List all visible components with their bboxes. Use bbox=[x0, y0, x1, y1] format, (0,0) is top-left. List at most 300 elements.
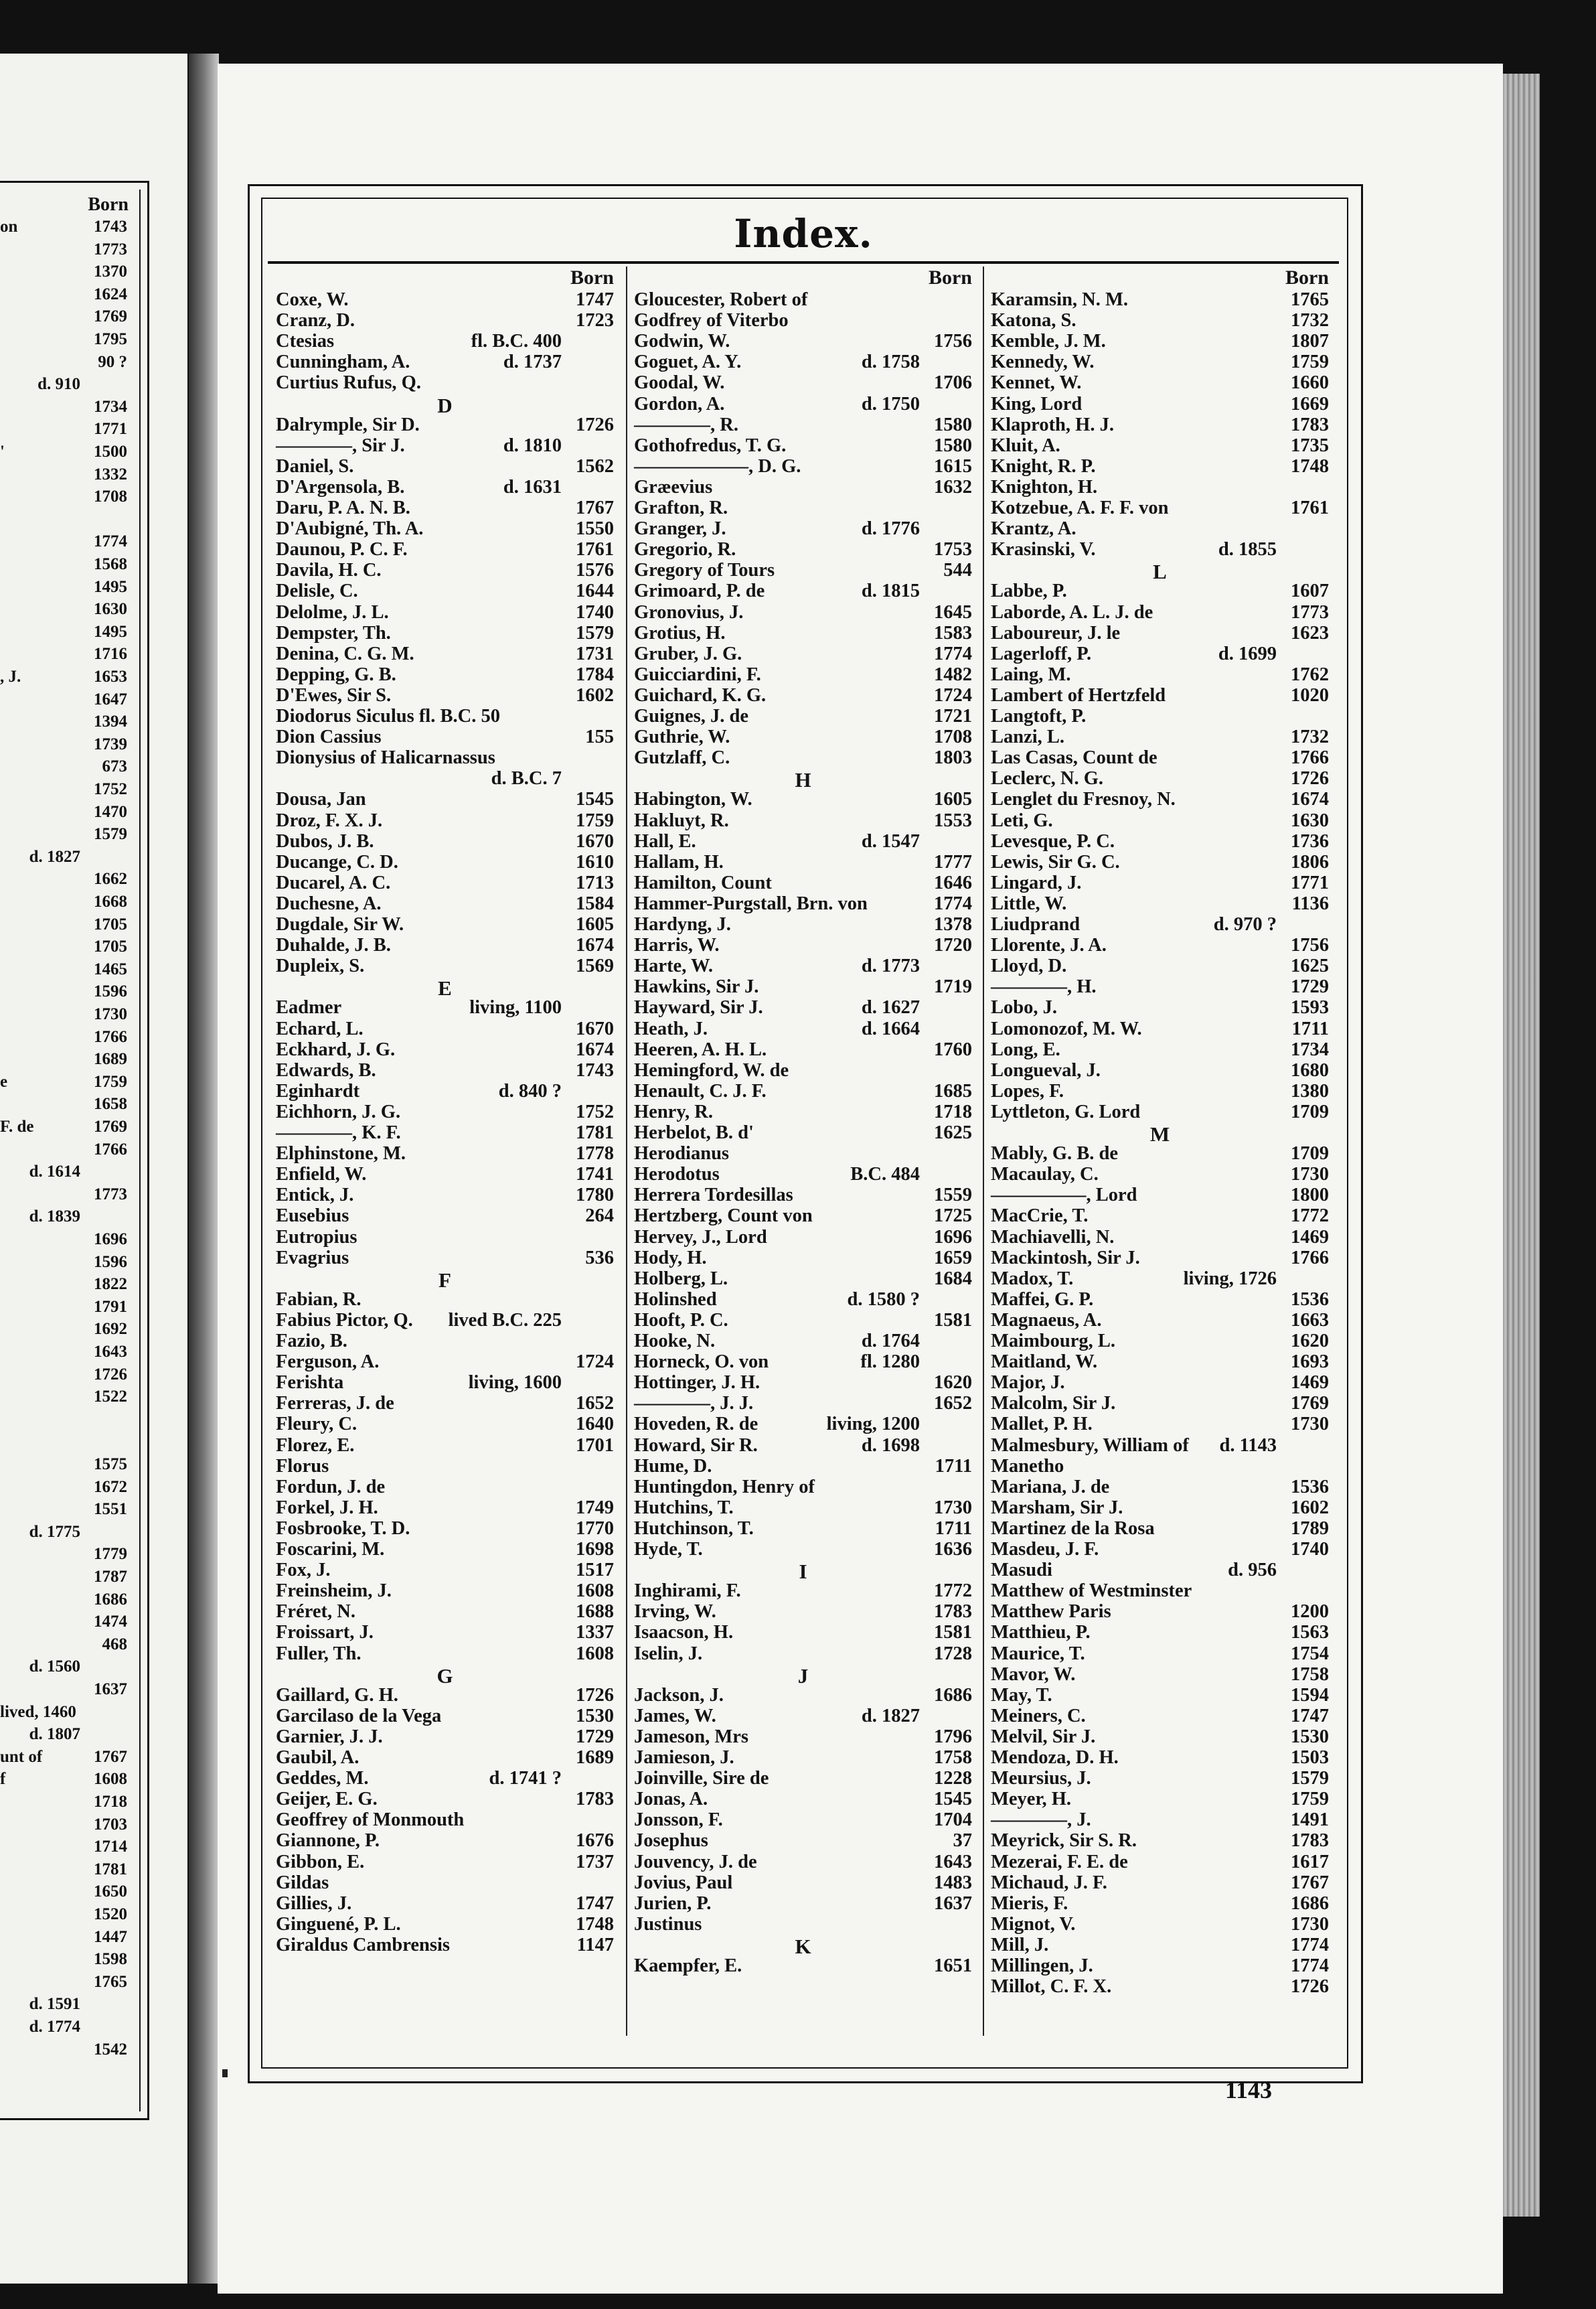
facing-entry-name: ' bbox=[0, 443, 5, 461]
entry-name: Masdeu, J. F. bbox=[991, 1539, 1099, 1560]
index-entry bbox=[276, 1768, 614, 1789]
entry-name: Gaubil, A. bbox=[276, 1747, 360, 1768]
entry-name: Delolme, J. L. bbox=[276, 601, 389, 623]
entry-year: 1651 bbox=[934, 1955, 972, 1976]
entry-note: d. 1741 ? bbox=[489, 1768, 562, 1789]
entry-name: Inghirami, F. bbox=[634, 1580, 741, 1602]
facing-entry bbox=[0, 1432, 127, 1453]
entry-year: 1020 bbox=[1291, 684, 1329, 706]
index-entry bbox=[991, 539, 1329, 560]
index-entry bbox=[634, 1955, 972, 1976]
index-entry bbox=[991, 852, 1329, 873]
entry-year: 1632 bbox=[934, 476, 972, 498]
entry-name: Karamsin, N. M. bbox=[991, 289, 1129, 310]
entry-year: 1774 bbox=[934, 893, 972, 914]
index-entry bbox=[276, 1580, 614, 1601]
entry-note: d. 1750 bbox=[861, 393, 920, 415]
index-entry bbox=[634, 1060, 972, 1081]
index-entry bbox=[634, 831, 972, 852]
entry-name: Forkel, J. H. bbox=[276, 1497, 378, 1518]
index-entry bbox=[991, 1372, 1329, 1393]
facing-entry-name: lived, 1460 bbox=[0, 1702, 76, 1721]
entry-year: 1783 bbox=[1291, 414, 1329, 435]
entry-note: d. 840 ? bbox=[498, 1080, 562, 1102]
entry-year: 1766 bbox=[1291, 1247, 1329, 1268]
entry-year: 1693 bbox=[1291, 1351, 1329, 1373]
entry-name: Granger, J. bbox=[634, 518, 726, 540]
entry-year: 1652 bbox=[576, 1393, 614, 1414]
index-entry bbox=[276, 435, 614, 456]
entry-name: ————, Sir J. bbox=[276, 435, 405, 456]
index-entry bbox=[634, 1414, 972, 1434]
entry-name: Millingen, J. bbox=[991, 1955, 1093, 1976]
entry-year: 1749 bbox=[576, 1497, 614, 1518]
index-entry bbox=[991, 1289, 1329, 1310]
facing-entry-year: 1658 bbox=[94, 1095, 127, 1114]
facing-entry-note: d. 1775 bbox=[29, 1522, 80, 1541]
entry-name: Hume, D. bbox=[634, 1455, 712, 1477]
index-entry bbox=[276, 1914, 614, 1935]
index-entry bbox=[634, 310, 972, 331]
facing-entry bbox=[0, 960, 127, 980]
entry-name: Jovius, Paul bbox=[634, 1872, 733, 1893]
entry-name: Meyer, H. bbox=[991, 1789, 1072, 1810]
index-entry bbox=[276, 1414, 614, 1434]
entry-year: 1731 bbox=[576, 643, 614, 664]
facing-entry bbox=[0, 353, 127, 373]
entry-year: 1676 bbox=[576, 1830, 614, 1852]
facing-entry-year: 1686 bbox=[94, 1590, 127, 1609]
entry-name: D'Argensola, B. bbox=[276, 476, 405, 498]
entry-name: Duhalde, J. B. bbox=[276, 935, 391, 956]
entry-year: 1769 bbox=[1291, 1393, 1329, 1414]
entry-name: Langtoft, P. bbox=[991, 706, 1087, 727]
entry-name: Malmesbury, William of bbox=[991, 1434, 1189, 1456]
entry-name: Masudi bbox=[991, 1560, 1052, 1581]
entry-year: 1602 bbox=[1291, 1497, 1329, 1518]
index-entry bbox=[991, 1664, 1329, 1685]
index-entry bbox=[634, 415, 972, 435]
entry-year: 1729 bbox=[1291, 976, 1329, 998]
index-entry bbox=[634, 644, 972, 664]
index-entry bbox=[634, 1372, 972, 1393]
entry-note: d. 1827 bbox=[861, 1705, 920, 1726]
entry-name: Eckhard, J. G. bbox=[276, 1039, 396, 1060]
facing-entry bbox=[0, 1365, 127, 1386]
entry-note: d. 956 bbox=[1228, 1560, 1277, 1581]
facing-entry bbox=[0, 240, 127, 260]
entry-name: Kemble, J. M. bbox=[991, 331, 1106, 352]
entry-year: 1741 bbox=[576, 1164, 614, 1185]
page-title: Index. bbox=[734, 211, 873, 256]
entry-name: Fox, J. bbox=[276, 1560, 331, 1581]
facing-entry-year: 1779 bbox=[94, 1545, 127, 1564]
entry-name: Krantz, A. bbox=[991, 518, 1076, 540]
index-entry bbox=[991, 581, 1329, 601]
entry-name: Geoffrey of Monmouth bbox=[276, 1809, 465, 1831]
entry-note: living, 1200 bbox=[826, 1414, 920, 1435]
section-letter-label: G bbox=[436, 1663, 453, 1688]
entry-name: Mieris, F. bbox=[991, 1892, 1068, 1914]
facing-entry-year: 90 ? bbox=[98, 352, 127, 371]
index-entry bbox=[634, 1122, 972, 1143]
index-entry bbox=[634, 456, 972, 477]
entry-year: 1807 bbox=[1291, 331, 1329, 352]
entry-name: Marsham, Sir J. bbox=[991, 1497, 1123, 1518]
index-entry bbox=[634, 810, 972, 831]
facing-entry bbox=[0, 1005, 127, 1025]
index-entry bbox=[991, 1164, 1329, 1185]
entry-name: Curtius Rufus, Q. bbox=[276, 372, 421, 394]
entry-name: Manetho bbox=[991, 1455, 1064, 1477]
entry-name: Krasinski, V. bbox=[991, 539, 1096, 561]
entry-name: Kaempfer, E. bbox=[634, 1955, 742, 1976]
facing-entry-year: 1692 bbox=[94, 1320, 127, 1339]
index-entry bbox=[276, 1497, 614, 1518]
entry-name: Holberg, L. bbox=[634, 1268, 728, 1289]
entry-name: Jonas, A. bbox=[634, 1789, 708, 1810]
index-entry bbox=[634, 1789, 972, 1809]
index-entry bbox=[634, 1185, 972, 1205]
facing-entry bbox=[0, 1410, 127, 1430]
facing-entry bbox=[0, 1995, 127, 2015]
index-entry bbox=[276, 1248, 614, 1268]
facing-entry-year: 1773 bbox=[94, 1185, 127, 1203]
entry-name: Dion Cassius bbox=[276, 727, 382, 748]
entry-year: 1663 bbox=[1291, 1309, 1329, 1331]
entry-name: Hody, H. bbox=[634, 1247, 707, 1268]
facing-entry-year: 1579 bbox=[94, 825, 127, 844]
entry-note: d. 1855 bbox=[1218, 539, 1277, 561]
facing-entry-year: 1716 bbox=[94, 645, 127, 664]
index-entry bbox=[991, 997, 1329, 1018]
entry-name: Fosbrooke, T. D. bbox=[276, 1517, 410, 1539]
entry-year: 1581 bbox=[934, 1622, 972, 1643]
index-entry bbox=[991, 1019, 1329, 1039]
entry-year: 1200 bbox=[1291, 1601, 1329, 1623]
entry-name: Geddes, M. bbox=[276, 1768, 369, 1789]
facing-entry bbox=[0, 1230, 127, 1250]
entry-year: 1724 bbox=[576, 1351, 614, 1373]
entry-note: d. 1815 bbox=[861, 581, 920, 602]
entry-name: MacCrie, T. bbox=[991, 1205, 1089, 1227]
index-entry bbox=[634, 1019, 972, 1039]
index-entry bbox=[634, 997, 972, 1018]
facing-entry bbox=[0, 1095, 127, 1115]
entry-name: Dupleix, S. bbox=[276, 956, 365, 977]
facing-entry-year: 1522 bbox=[94, 1388, 127, 1406]
entry-year: 1771 bbox=[1291, 872, 1329, 893]
entry-year: 1796 bbox=[934, 1726, 972, 1747]
index-entry bbox=[991, 1935, 1329, 1955]
entry-name: Froissart, J. bbox=[276, 1622, 374, 1643]
facing-entry bbox=[0, 870, 127, 890]
entry-name: ————, J. bbox=[991, 1809, 1091, 1831]
entry-name: Goguet, A. Y. bbox=[634, 352, 742, 373]
entry-year: 1670 bbox=[576, 1018, 614, 1039]
facing-entry-year: 1551 bbox=[94, 1500, 127, 1519]
facing-entry-note: d. 1614 bbox=[29, 1163, 80, 1181]
index-entry bbox=[634, 539, 972, 560]
index-entry bbox=[991, 1580, 1329, 1601]
entry-name: Henry, R. bbox=[634, 1101, 713, 1122]
index-entry bbox=[991, 1852, 1329, 1872]
entry-name: Ferguson, A. bbox=[276, 1351, 380, 1373]
entry-year: 1780 bbox=[576, 1185, 614, 1206]
index-entry bbox=[276, 1039, 614, 1060]
entry-year: 1754 bbox=[1291, 1643, 1329, 1664]
entry-year: 1625 bbox=[934, 1122, 972, 1143]
entry-year: 1536 bbox=[1291, 1288, 1329, 1310]
entry-year: 1778 bbox=[576, 1143, 614, 1165]
entry-note: d. 970 ? bbox=[1213, 914, 1277, 935]
facing-entry-year: 1696 bbox=[94, 1230, 127, 1248]
entry-year: 1772 bbox=[1291, 1205, 1329, 1227]
entry-name: Giannone, P. bbox=[276, 1830, 380, 1852]
entry-year: 1625 bbox=[1291, 956, 1329, 977]
entry-year: 1605 bbox=[576, 914, 614, 935]
entry-name: Daunou, P. C. F. bbox=[276, 539, 408, 561]
entry-year: 264 bbox=[585, 1205, 614, 1227]
index-entry bbox=[634, 956, 972, 976]
index-entry bbox=[991, 1143, 1329, 1164]
entry-year: 1759 bbox=[1291, 1789, 1329, 1810]
index-entry bbox=[634, 1830, 972, 1851]
index-entry bbox=[991, 331, 1329, 352]
entry-year: 1767 bbox=[576, 498, 614, 518]
facing-entry-year: 1495 bbox=[94, 622, 127, 641]
index-entry bbox=[991, 1477, 1329, 1497]
index-entry bbox=[991, 893, 1329, 914]
entry-year: 1748 bbox=[1291, 455, 1329, 477]
index-entry bbox=[991, 1102, 1329, 1122]
entry-year: 1684 bbox=[934, 1268, 972, 1289]
entry-year: 1719 bbox=[934, 976, 972, 998]
entry-name: Gloucester, Robert of bbox=[634, 289, 808, 310]
entry-name: Henault, C. J. F. bbox=[634, 1080, 767, 1102]
entry-year: 1752 bbox=[576, 1101, 614, 1122]
facing-entry-year: 1726 bbox=[94, 1365, 127, 1384]
entry-name: Hayward, Sir J. bbox=[634, 997, 763, 1019]
index-entry bbox=[991, 976, 1329, 997]
entry-year: 1773 bbox=[1291, 601, 1329, 623]
entry-name: Eutropius bbox=[276, 1226, 357, 1248]
facing-entry-year: 1734 bbox=[94, 397, 127, 416]
index-entry bbox=[634, 789, 972, 810]
entry-year: 1781 bbox=[576, 1122, 614, 1143]
index-entry bbox=[991, 1185, 1329, 1205]
facing-entry bbox=[0, 1613, 127, 1633]
index-entry bbox=[634, 1456, 972, 1477]
facing-entry bbox=[0, 2018, 127, 2038]
entry-year: 1708 bbox=[934, 727, 972, 748]
entry-name: Laing, M. bbox=[991, 664, 1071, 685]
entry-name: Dubos, J. B. bbox=[276, 830, 374, 852]
entry-year: 1623 bbox=[1291, 622, 1329, 644]
facing-entry-name: , J. bbox=[0, 668, 21, 686]
facing-entry-year: 1596 bbox=[94, 982, 127, 1001]
facing-entry bbox=[0, 2040, 127, 2061]
entry-year: 1545 bbox=[576, 789, 614, 810]
entry-name: Delisle, C. bbox=[276, 581, 358, 602]
entry-name: Geijer, E. G. bbox=[276, 1789, 378, 1810]
index-entry bbox=[991, 1414, 1329, 1434]
facing-entry-year: 1542 bbox=[94, 2040, 127, 2059]
entry-name: Lenglet du Fresnoy, N. bbox=[991, 789, 1176, 810]
entry-year: 1620 bbox=[1291, 1331, 1329, 1351]
entry-year: 1605 bbox=[934, 789, 972, 810]
entry-name: Fordun, J. de bbox=[276, 1476, 386, 1497]
entry-name: Ducarel, A. C. bbox=[276, 872, 391, 893]
entry-name: Græevius bbox=[634, 476, 713, 498]
entry-name: Denina, C. G. M. bbox=[276, 643, 414, 664]
entry-note: d. 1773 bbox=[861, 956, 920, 977]
entry-name: Eadmer bbox=[276, 997, 342, 1019]
entry-year: 1698 bbox=[576, 1539, 614, 1560]
entry-year: 1380 bbox=[1291, 1080, 1329, 1102]
entry-year: 1737 bbox=[576, 1851, 614, 1872]
facing-entry-year: 1520 bbox=[94, 1905, 127, 1923]
facing-entry bbox=[0, 1185, 127, 1205]
entry-name: Mackintosh, Sir J. bbox=[991, 1247, 1140, 1268]
facing-entry-name: on bbox=[0, 218, 18, 236]
entry-name: Hutchins, T. bbox=[634, 1497, 734, 1518]
facing-entry-year: 1774 bbox=[94, 532, 127, 551]
entry-name: Mignot, V. bbox=[991, 1913, 1076, 1935]
index-entry bbox=[276, 914, 614, 935]
section-letter-label: F bbox=[438, 1268, 451, 1292]
index-entry bbox=[276, 1789, 614, 1809]
entry-name: Jackson, J. bbox=[634, 1684, 724, 1706]
index-entry bbox=[991, 1435, 1329, 1456]
index-entry bbox=[991, 1393, 1329, 1414]
entry-year: 1686 bbox=[1291, 1892, 1329, 1914]
entry-name: Echard, L. bbox=[276, 1018, 364, 1039]
index-entry bbox=[634, 1580, 972, 1601]
facing-entry bbox=[0, 465, 127, 486]
entry-name: Hertzberg, Count von bbox=[634, 1205, 813, 1227]
entry-name: Guichard, K. G. bbox=[634, 684, 767, 706]
facing-entry bbox=[0, 1770, 127, 1790]
index-entry bbox=[991, 727, 1329, 747]
index-entry bbox=[276, 1122, 614, 1143]
index-entry bbox=[276, 685, 614, 706]
facing-entry bbox=[0, 848, 127, 868]
index-entry bbox=[276, 1351, 614, 1372]
index-entry bbox=[276, 935, 614, 956]
facing-entry bbox=[0, 1860, 127, 1880]
index-entry bbox=[276, 1081, 614, 1102]
entry-year: 1579 bbox=[576, 622, 614, 644]
facing-entry-year: 1718 bbox=[94, 1793, 127, 1811]
entry-name: Gibbon, E. bbox=[276, 1851, 365, 1872]
entry-name: Hooke, N. bbox=[634, 1331, 716, 1351]
index-entry bbox=[991, 1456, 1329, 1477]
index-entry bbox=[634, 1331, 972, 1351]
entry-name: Fazio, B. bbox=[276, 1331, 347, 1351]
entry-year: 1674 bbox=[1291, 789, 1329, 810]
facing-entry bbox=[0, 735, 127, 755]
facing-entry bbox=[0, 780, 127, 800]
index-entry bbox=[276, 1893, 614, 1914]
index-entry bbox=[634, 747, 972, 768]
entry-year: 1620 bbox=[934, 1372, 972, 1394]
index-entry bbox=[634, 1102, 972, 1122]
entry-name: Duchesne, A. bbox=[276, 893, 382, 914]
index-entry bbox=[276, 1830, 614, 1851]
entry-name: Gruber, J. G. bbox=[634, 643, 742, 664]
index-entry bbox=[991, 1706, 1329, 1726]
entry-year: 1584 bbox=[576, 893, 614, 914]
index-entry bbox=[991, 310, 1329, 331]
entry-year: 1583 bbox=[934, 622, 972, 644]
facing-page-column bbox=[0, 54, 141, 2284]
entry-year: 1713 bbox=[576, 872, 614, 893]
entry-name: Enfield, W. bbox=[276, 1164, 367, 1185]
section-letter-label: H bbox=[795, 768, 811, 792]
entry-name: Habington, W. bbox=[634, 789, 752, 810]
index-entry bbox=[276, 498, 614, 518]
entry-year: 1610 bbox=[576, 851, 614, 873]
entry-name: Mavor, W. bbox=[991, 1663, 1076, 1685]
entry-year: 1756 bbox=[934, 331, 972, 352]
entry-year: 1762 bbox=[1291, 664, 1329, 685]
index-entry bbox=[634, 727, 972, 747]
entry-year: 1740 bbox=[1291, 1539, 1329, 1560]
entry-year: 1517 bbox=[576, 1560, 614, 1581]
facing-entry bbox=[0, 938, 127, 958]
index-entry bbox=[634, 935, 972, 956]
entry-name: Gronovius, J. bbox=[634, 601, 744, 623]
entry-name: Madox, T. bbox=[991, 1268, 1074, 1289]
entry-name: May, T. bbox=[991, 1684, 1052, 1706]
entry-name: James, W. bbox=[634, 1705, 716, 1726]
entry-name: Ferishta bbox=[276, 1372, 344, 1394]
entry-year: 1711 bbox=[935, 1455, 972, 1477]
entry-name: Dionysius of Halicarnassus bbox=[276, 747, 495, 769]
index-entry bbox=[276, 581, 614, 601]
entry-name: Godwin, W. bbox=[634, 331, 730, 352]
index-entry bbox=[634, 1248, 972, 1268]
index-entry bbox=[276, 477, 614, 498]
facing-entry-year: 1650 bbox=[94, 1882, 127, 1901]
entry-year: 1747 bbox=[576, 289, 614, 310]
facing-entry bbox=[0, 1635, 127, 1655]
index-entry bbox=[276, 1852, 614, 1872]
facing-entry bbox=[0, 915, 127, 936]
entry-name: Magnaeus, A. bbox=[991, 1309, 1102, 1331]
index-entry bbox=[634, 1768, 972, 1789]
entry-year: 1730 bbox=[1291, 1913, 1329, 1935]
entry-name: Meursius, J. bbox=[991, 1768, 1091, 1789]
index-entry bbox=[276, 1310, 614, 1331]
index-entry bbox=[991, 1685, 1329, 1706]
index-entry bbox=[991, 1205, 1329, 1226]
entry-name: Mendoza, D. H. bbox=[991, 1747, 1119, 1768]
entry-year: 1576 bbox=[576, 560, 614, 581]
facing-entry-year: 1474 bbox=[94, 1613, 127, 1631]
entry-name: Mill, J. bbox=[991, 1934, 1049, 1955]
entry-name: Herodianus bbox=[634, 1143, 730, 1165]
entry-year: 1726 bbox=[1291, 768, 1329, 790]
index-entry bbox=[991, 1622, 1329, 1643]
index-entry bbox=[276, 1372, 614, 1393]
entry-name: Herrera Tordesillas bbox=[634, 1185, 793, 1206]
facing-entry-year: 468 bbox=[102, 1635, 127, 1653]
index-entry bbox=[276, 1205, 614, 1226]
entry-note: d. 1664 bbox=[861, 1018, 920, 1039]
index-entry bbox=[991, 706, 1329, 727]
